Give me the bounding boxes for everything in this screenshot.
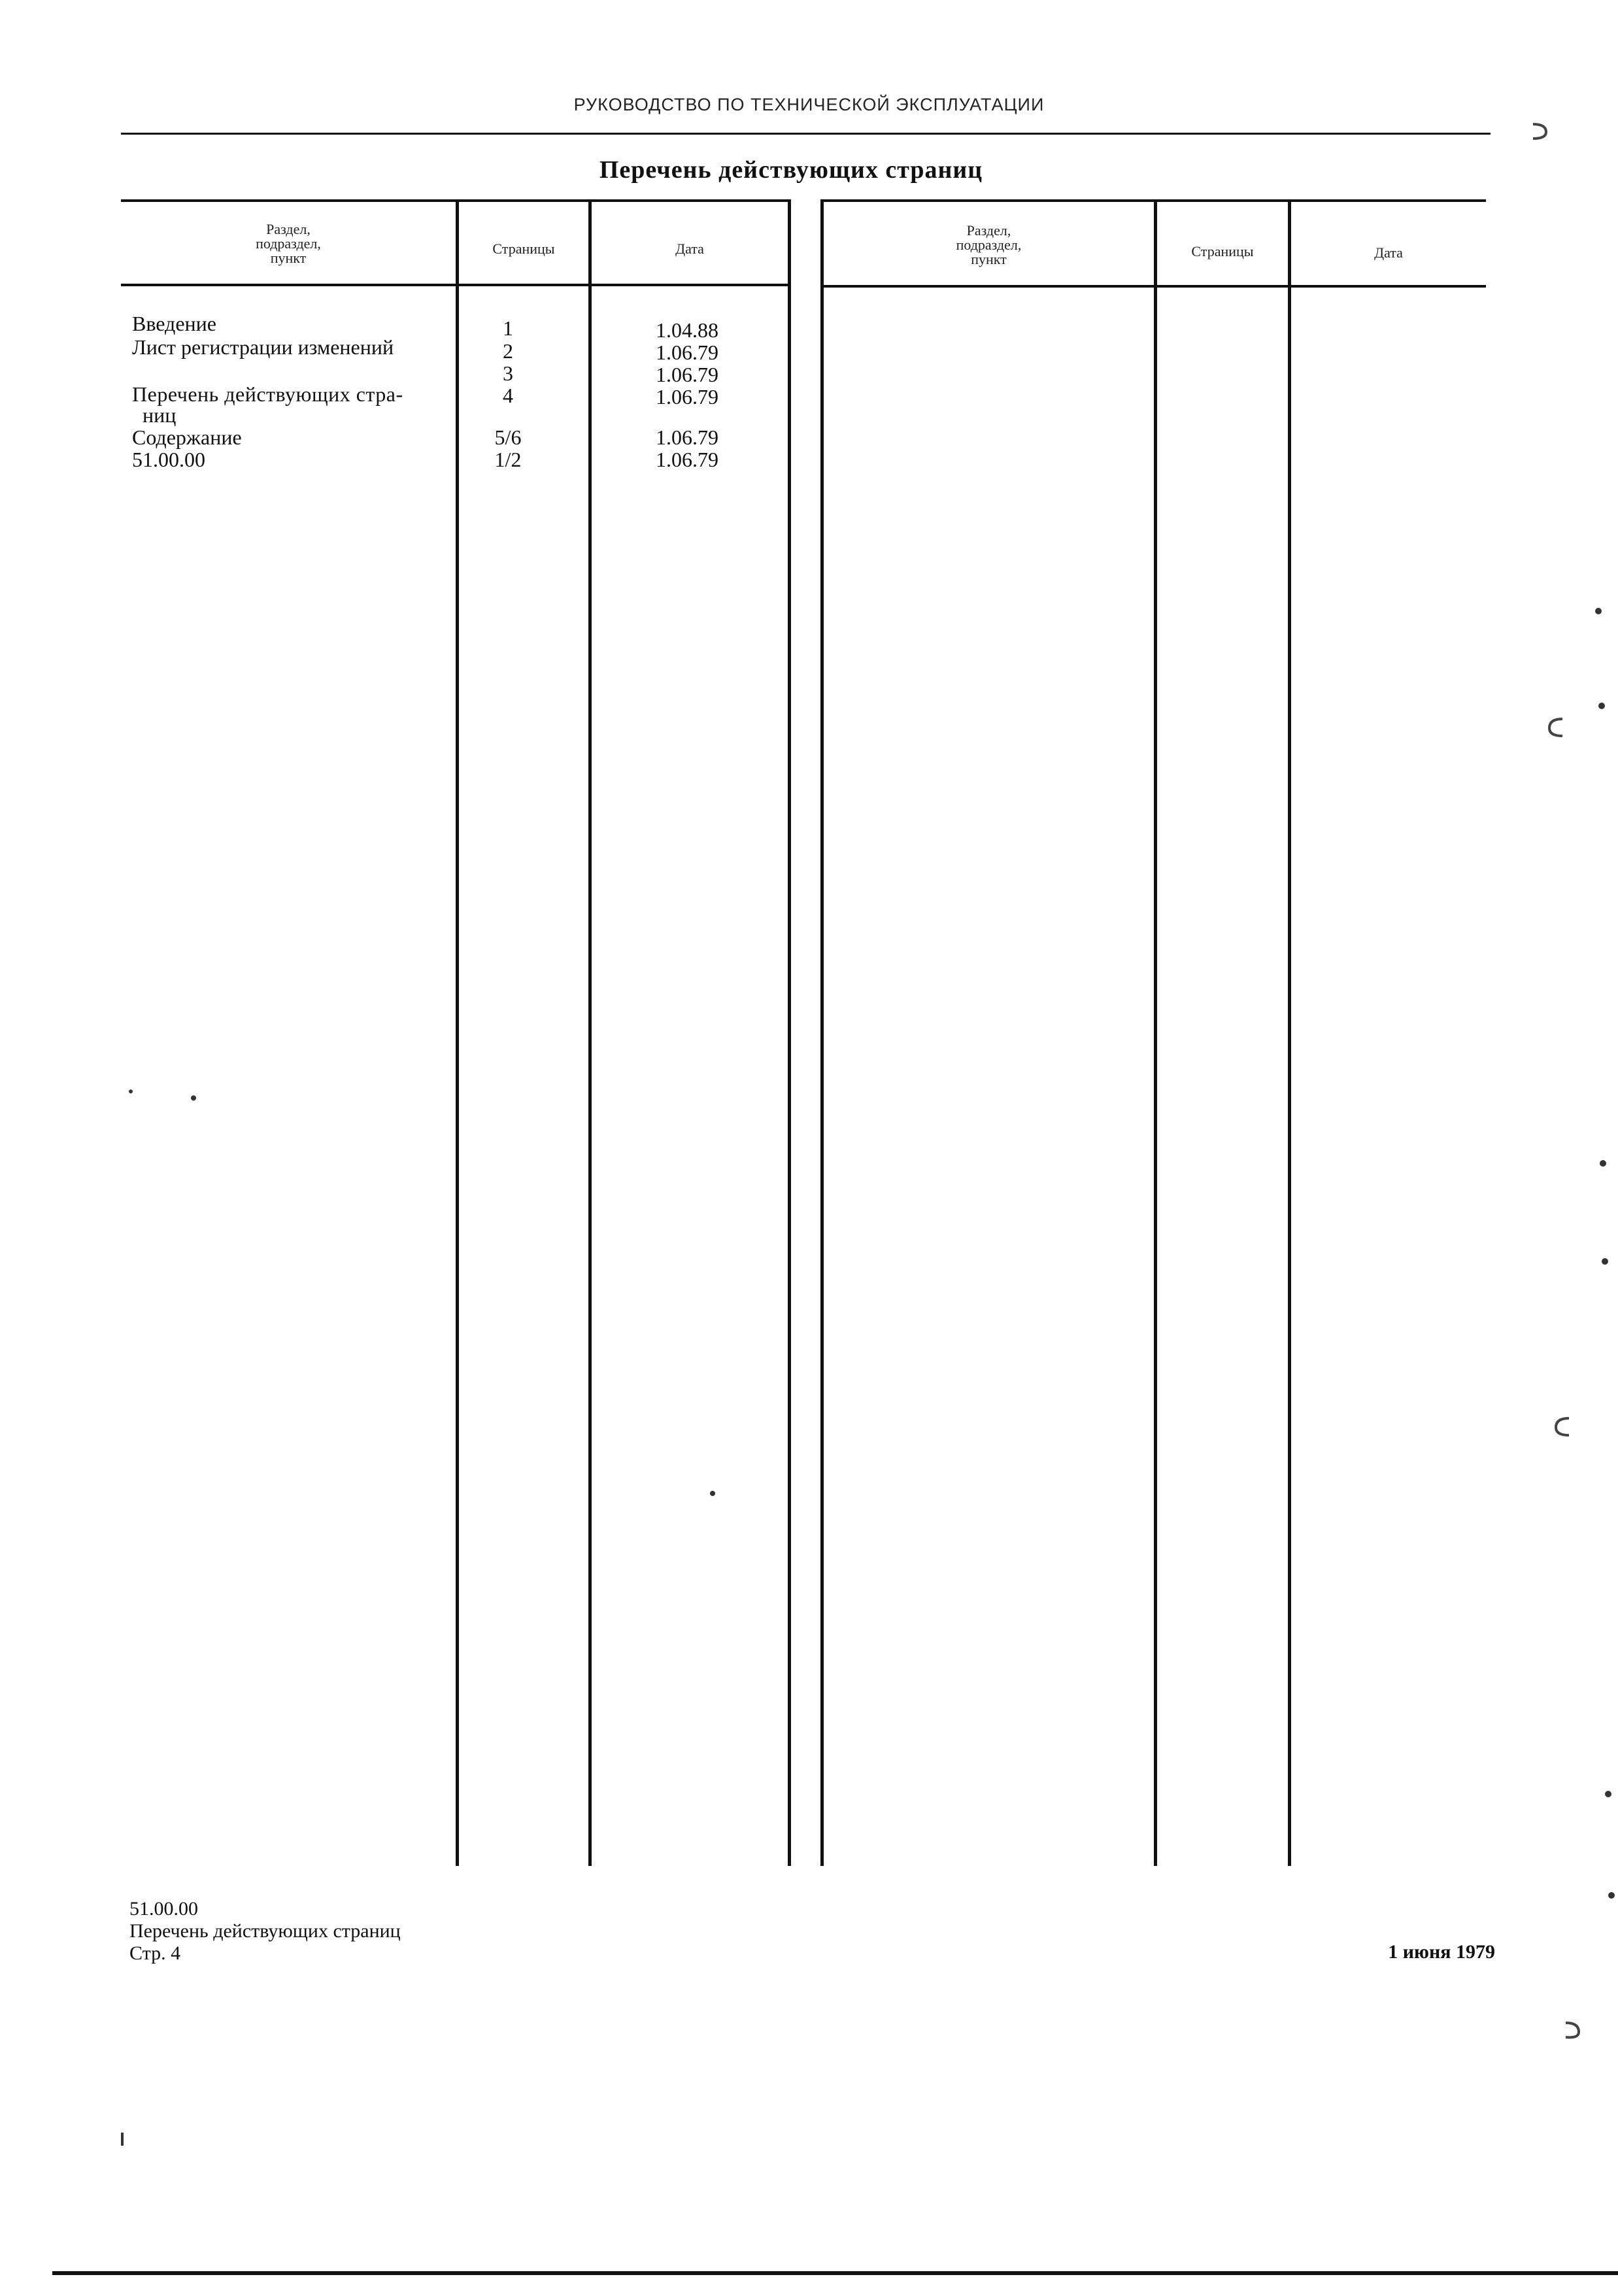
running-header: РУКОВОДСТВО ПО ТЕХНИЧЕСКОЙ ЭКСПЛУАТАЦИИ xyxy=(573,95,1045,114)
document-title: Перечень действующих страниц xyxy=(599,156,983,184)
row-page: 2 xyxy=(503,339,513,363)
row-section: 51.00.00 xyxy=(132,448,205,471)
row-date: 1.06.79 xyxy=(656,363,718,386)
row-page: 4 xyxy=(503,384,513,407)
row-page: 3 xyxy=(503,361,513,385)
row-date: 1.06.79 xyxy=(656,341,718,364)
footer-page: Стр. 4 xyxy=(129,1942,181,1964)
row-section: Введение xyxy=(132,312,216,335)
footer-code: 51.00.00 xyxy=(129,1898,198,1920)
header-date-right: Дата xyxy=(1374,244,1403,261)
row-date: 1.04.88 xyxy=(656,318,718,342)
row-date: 1.06.79 xyxy=(656,425,718,449)
row-section: Лист регистрации изменений xyxy=(132,335,394,359)
header-section-left: Раздел, подраздел, пункт xyxy=(256,221,321,266)
row-section: Содержание xyxy=(132,425,242,449)
header-date-left: Дата xyxy=(675,241,704,257)
row-section: ниц xyxy=(132,403,177,427)
row-page: 1/2 xyxy=(494,448,522,471)
header-pages-right: Страницы xyxy=(1191,243,1254,259)
footer-date: 1 июня 1979 xyxy=(1388,1941,1495,1963)
row-section: Перечень действующих стра- xyxy=(132,382,403,406)
row-page: 5/6 xyxy=(494,425,522,449)
header-pages-left: Страницы xyxy=(492,241,555,257)
footer-name: Перечень действующих страниц xyxy=(129,1920,401,1942)
row-date: 1.06.79 xyxy=(656,385,718,408)
header-section-right: Раздел, подраздел, пункт xyxy=(956,222,1022,267)
row-page: 1 xyxy=(503,316,513,340)
row-date: 1.06.79 xyxy=(656,448,718,471)
